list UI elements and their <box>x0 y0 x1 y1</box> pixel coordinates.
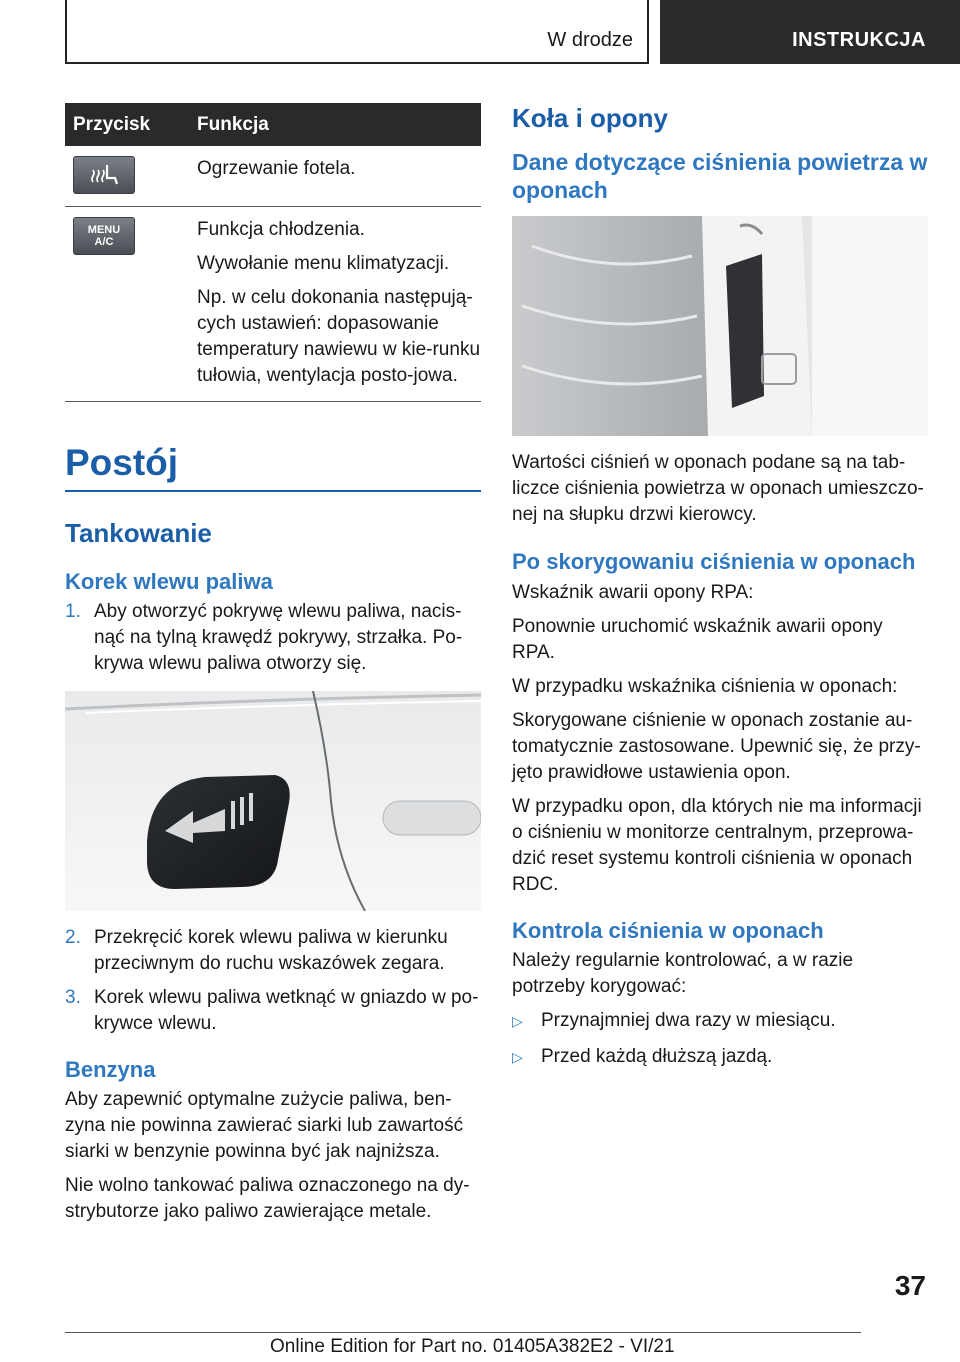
header-tab <box>660 0 960 64</box>
paragraph: Wartości ciśnień w oponach podane są na tab‐liczce ciśnienia powietrza w oponach umieszczo‐nej na słupku drzwi kierowcy. <box>512 452 924 525</box>
right-column <box>512 103 928 1080</box>
list-item <box>65 985 481 1037</box>
bullet-text: Przed każdą dłuższą jazdą. <box>541 1046 773 1067</box>
fuel-flap-illustration <box>65 691 481 911</box>
paragraph: Wskaźnik awarii opony RPA: <box>512 582 754 603</box>
steps-list <box>65 599 481 677</box>
header-tab-label: INSTRUKCJA <box>792 29 926 51</box>
function-text: Funkcja chłodzenia. <box>197 219 365 240</box>
paragraph: W przypadku opon, dla których nie ma informacji o ciśnieniu w monitorze centralnym, przeprowa‐dzić reset systemu kontroli ciśnienia w oponach RDC. <box>512 796 922 895</box>
button-function-table <box>65 103 481 402</box>
section-title: Tankowanie <box>65 518 212 548</box>
table-row <box>65 146 481 207</box>
running-header <box>65 0 649 64</box>
list-item <box>512 1008 928 1034</box>
seat-heating-icon <box>73 156 135 194</box>
list-item <box>512 1044 928 1070</box>
footer-divider <box>65 1332 861 1333</box>
list-item <box>65 599 481 677</box>
table-header-function: Funkcja <box>197 103 481 146</box>
paragraph: Nie wolno tankować paliwa oznaczonego na dy‐strybutorze jako paliwo zawierające metale. <box>65 1175 470 1222</box>
bullet-text: Przynajmniej dwa razy w miesiącu. <box>541 1010 836 1031</box>
footer-edition: Online Edition for Part no. 01405A382E2 - VI/21 <box>270 1336 675 1357</box>
subsection-title: Po skorygowaniu ciśnienia w oponach <box>512 549 916 574</box>
subsection-title: Benzyna <box>65 1057 156 1082</box>
paragraph: Aby zapewnić optymalne zużycie paliwa, ben‐zyna nie powinna zawierać siarki lub zawartość siarki w benzynie powinna być jak najniższa. <box>65 1089 464 1162</box>
list-item <box>65 925 481 977</box>
table-row <box>65 207 481 402</box>
subsection-title: Dane dotyczące ciśnienia powietrza w oponach <box>512 149 928 203</box>
step-text: Przekręcić korek wlewu paliwa w kierunku przeciwnym do ruchu wskazówek zegara. <box>94 927 448 974</box>
paragraph: Ponownie uruchomić wskaźnik awarii opony RPA. <box>512 616 883 663</box>
step-text: Aby otworzyć pokrywę wlewu paliwa, nacis‐nąć na tylną krawędź pokrywy, strzałka. Po‐krywa wlewu paliwa otworzy się. <box>94 601 463 674</box>
triangle-bullet-icon: ▷ <box>512 1049 523 1065</box>
menu-ac-icon: MENU A/C <box>73 217 135 255</box>
paragraph: Należy regularnie kontrolować, a w razie potrzeby korygować: <box>512 950 854 997</box>
step-number: 1. <box>65 601 81 622</box>
step-number: 2. <box>65 927 81 948</box>
paragraph: W przypadku wskaźnika ciśnienia w oponach: <box>512 676 898 697</box>
function-text: Np. w celu dokonania następują‐cych ustawień: dopasowanie temperatury nawiewu w kie‐runku tułowia, wentylacja posto‐jowa. <box>197 287 481 386</box>
step-number: 3. <box>65 987 81 1008</box>
step-text: Korek wlewu paliwa wetknąć w gniazdo w po‐krywce wlewu. <box>94 987 479 1034</box>
left-column <box>65 103 481 1233</box>
table-header-button: Przycisk <box>65 103 197 146</box>
function-text: Wywołanie menu klimatyzacji. <box>197 253 450 274</box>
triangle-bullet-icon: ▷ <box>512 1013 523 1029</box>
header-section-title: W drodze <box>547 29 633 51</box>
door-pillar-illustration <box>512 216 928 436</box>
subsection-title: Kontrola ciśnienia w oponach <box>512 918 824 943</box>
table-header-row <box>65 103 481 146</box>
chapter-title: Postój <box>65 442 481 492</box>
page-number: 37 <box>894 1270 926 1301</box>
function-text: Ogrzewanie fotela. <box>197 158 356 179</box>
paragraph: Skorygowane ciśnienie w oponach zostanie au‐tomatycznie zastosowane. Upewnić się, że przy‐jęto prawidłowe ustawienia opon. <box>512 710 921 783</box>
bullet-list <box>512 1008 928 1070</box>
section-title: Koła i opony <box>512 103 668 133</box>
steps-list-continued <box>65 925 481 1037</box>
subsection-title: Korek wlewu paliwa <box>65 569 273 594</box>
